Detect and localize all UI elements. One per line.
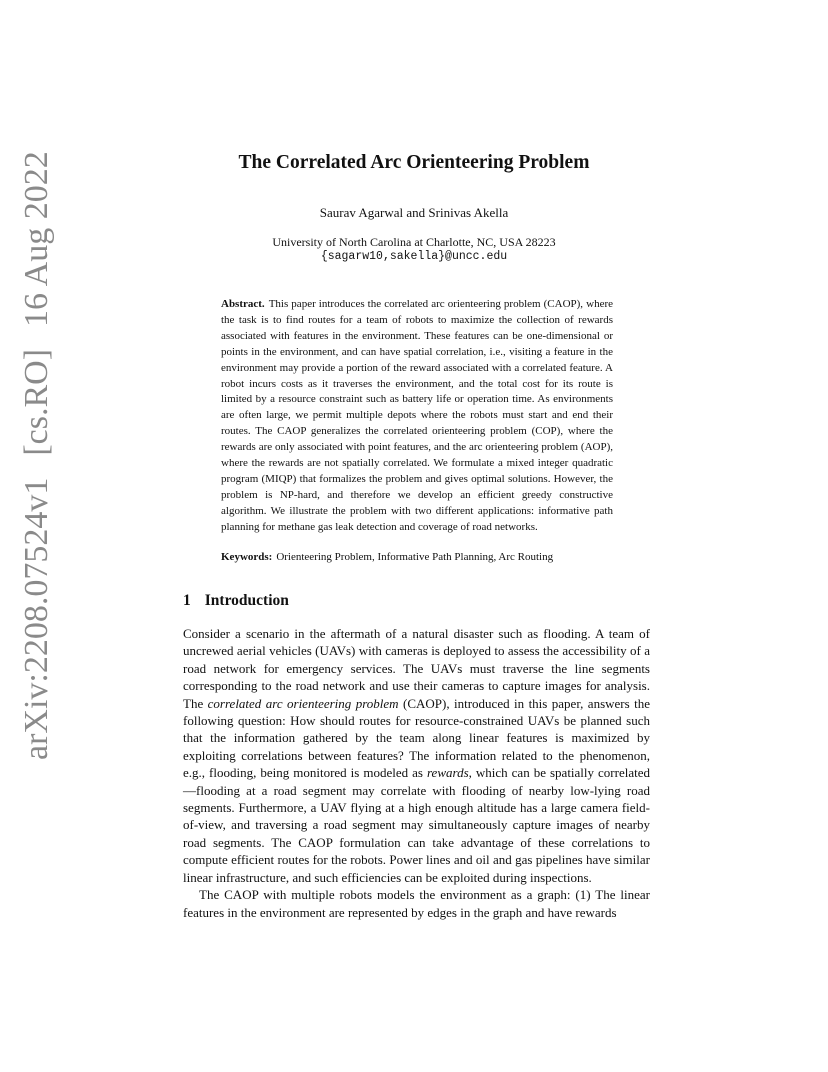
body-text xyxy=(183,625,650,921)
paper-email: {sagarw10,sakella}@uncc.edu xyxy=(320,250,508,263)
section-number: 1 xyxy=(183,592,191,609)
paragraph xyxy=(183,625,650,886)
arxiv-id: arXiv:2208.07524v1 xyxy=(18,477,55,760)
paragraph: The CAOP with multiple robots models the environment as a graph: (1) The linear features in the environment are represented by edges in the graph and have rewards xyxy=(183,887,650,920)
paper-authors: Saurav Agarwal and Srinivas Akella xyxy=(319,205,509,220)
emphasis-term: correlated arc orienteering problem xyxy=(207,695,399,711)
section-title: Introduction xyxy=(204,592,289,609)
paragraph-text: , which can be spatially correlated—flooding at a road segment may correlate with flooding of nearby low-lying road segments. Furthermore, a UAV flying at a high enough altitude has a large camera field-of-view, and traversing a road segment may simultaneously capture images of nearby road segments. The CAOP formulation can take advantage of these correlations to compute efficient routes for the robots. Power lines and oil and gas pipelines have similar linear infrastructure, and such efficiencies can be exploited during inspections. xyxy=(183,765,651,885)
paragraph-text: (CAOP), introduced in this paper, answers the following question: How should routes for resource-constrained UAVs be planned such that the information gathered by the team along linear features is maximized by exploiting correlations between features? The information related to the phenomenon, e.g., flooding, being monitored is modeled as xyxy=(183,695,650,781)
arxiv-date: 16 Aug 2022 xyxy=(18,151,55,327)
abstract-label: Abstract. xyxy=(221,298,265,310)
abstract-text: This paper introduces the correlated arc orienteering problem (CAOP), where the task is to find routes for a team of robots to maximize the collection of rewards associated with features in the environment. These features can be one-dimensional or points in the environment, and can have spatial correlation, i.e., visiting a feature in the environment may provide a portion of the reward associated with a correlated feature. A robot incurs costs as it traverses the environment, and the total cost for its route is limited by a resource constraint such as battery life or operation time. As environments are often large, we permit multiple depots where the robots must start and end their routes. The CAOP generalizes the correlated orienteering problem (COP), where the rewards are only associated with point features, and the arc orienteering problem (AOP), where the rewards are not spatially correlated. We formulate a mixed integer quadratic program (MIQP) that formalizes the problem and gives optimal solutions. However, the problem is NP-hard, and therefore we develop an efficient greedy constructive algorithm. We illustrate the problem with two different applications: informative path planning for methane gas leak detection and coverage of road networks. xyxy=(221,298,613,533)
arxiv-identifier xyxy=(18,151,55,760)
paper-title: The Correlated Arc Orienteering Problem xyxy=(238,152,590,173)
abstract xyxy=(221,297,613,536)
section-heading xyxy=(183,592,289,610)
paragraph-text: Consider a scenario in the aftermath of a natural disaster such as flooding. A team of uncrewed aerial vehicles (UAVs) with cameras is deployed to assess the accessibility of a road network for emergency services. The UAVs must traverse the line segments corresponding to the road network and use their cameras to capture images for analysis. The xyxy=(183,626,650,711)
paper-affiliation: University of North Carolina at Charlotte, NC, USA 28223 xyxy=(272,235,556,249)
keywords-text: Orienteering Problem, Informative Path Planning, Arc Routing xyxy=(276,551,554,563)
keywords-label: Keywords: xyxy=(221,551,273,563)
emphasis-term: rewards xyxy=(426,765,469,781)
keywords xyxy=(221,551,613,563)
arxiv-category: [cs.RO] xyxy=(18,348,55,456)
